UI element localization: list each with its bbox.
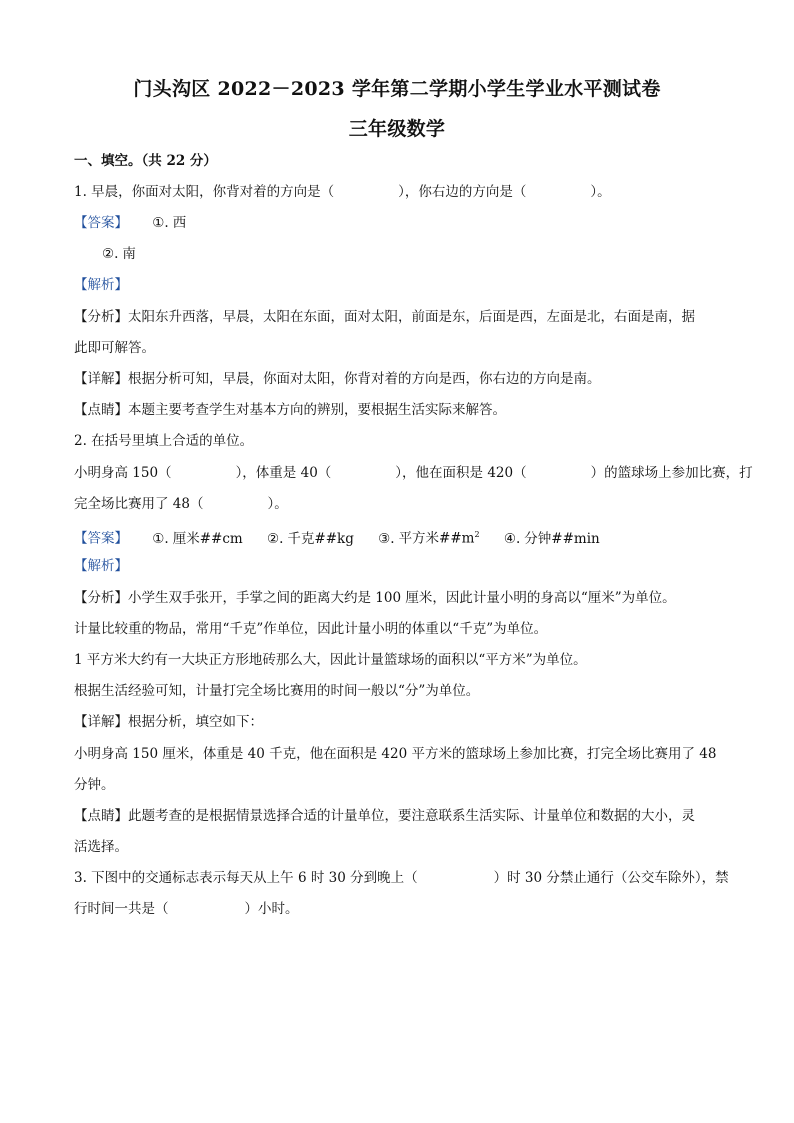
answer-tag: 【答案】 (74, 215, 128, 231)
q1-fenxi: 【分析】太阳东升西落，早晨，太阳在东面，面对太阳，前面是东，后面是西，左面是北，右面是南，据 (74, 309, 695, 325)
q1-answer: 【答案】 ①. 西 (74, 215, 187, 231)
q1-fenxi-cont: 此即可解答。 (74, 340, 155, 356)
exam-subtitle: 三年级数学 (348, 118, 446, 140)
section-heading: 一、填空。（共 22 分） (74, 153, 217, 169)
q1-analysis-tag: 【解析】 (74, 277, 128, 293)
q2-sentence-2: 完全场比赛用了 48（ ）。 (74, 496, 288, 512)
q3-stem-2: 行时间一共是（ ）小时。 (74, 901, 299, 917)
q2-xiangjie-2: 小明身高 150 厘米，体重是 40 千克，他在面积是 420 平方米的篮球场上参加比赛，打完全场比赛用了 48 (74, 746, 717, 762)
q2-analysis-tag: 【解析】 (74, 558, 128, 574)
q2-sentence-1: 小明身高 150（ ），体重是 40（ ），他在面积是 420（ ）的篮球场上参加比赛，打 (74, 465, 753, 481)
q2-fenxi-2: 计量比较重的物品，常用“千克”作单位，因此计量小明的体重以“千克”为单位。 (74, 621, 548, 637)
q2-dianjing-2: 活选择。 (74, 839, 128, 855)
q2-xiangjie-3: 分钟。 (74, 777, 115, 793)
q1-stem: 1. 早晨，你面对太阳，你背对着的方向是（ ），你右边的方向是（ ）。 (74, 184, 611, 200)
q2-fenxi-4: 根据生活经验可知，计量打完全场比赛用的时间一般以“分”为单位。 (74, 683, 480, 699)
q2-fenxi-3: 1 平方米大约有一大块正方形地砖那么大，因此计量篮球场的面积以“平方米”为单位。 (74, 652, 587, 668)
q2-answer: 【答案】 ①. 厘米##cm ②. 千克##kg ③. 平方米$\#\#m^2$ ④. 分钟##min (74, 530, 600, 547)
q3-stem: 3. 下图中的交通标志表示每天从上午 6 时 30 分到晚上（ ）时 30 分禁止通行（公交车除外），禁 (74, 870, 729, 886)
q1-dianjing: 【点睛】本题主要考查学生对基本方向的辨别，要根据生活实际来解答。 (74, 402, 506, 418)
exam-title: 门头沟区 2022－2023 学年第二学期小学生学业水平测试卷 (133, 78, 661, 100)
q2-fenxi: 【分析】小学生双手张开，手掌之间的距离大约是 100 厘米，因此计量小明的身高以“厘米”为单位。 (74, 590, 676, 606)
q2-xiangjie: 【详解】根据分析，填空如下： (74, 714, 263, 730)
answer-tag: 【答案】 (74, 530, 128, 547)
q2-stem: 2. 在括号里填上合适的单位。 (74, 433, 254, 449)
q2-dianjing: 【点睛】此题考查的是根据情景选择合适的计量单位，要注意联系生活实际、计量单位和数据的大小，灵 (74, 808, 695, 824)
q1-answer-2: ②. 南 (102, 246, 136, 262)
q1-xiangjie: 【详解】根据分析可知，早晨，你面对太阳，你背对着的方向是西，你右边的方向是南。 (74, 371, 601, 387)
